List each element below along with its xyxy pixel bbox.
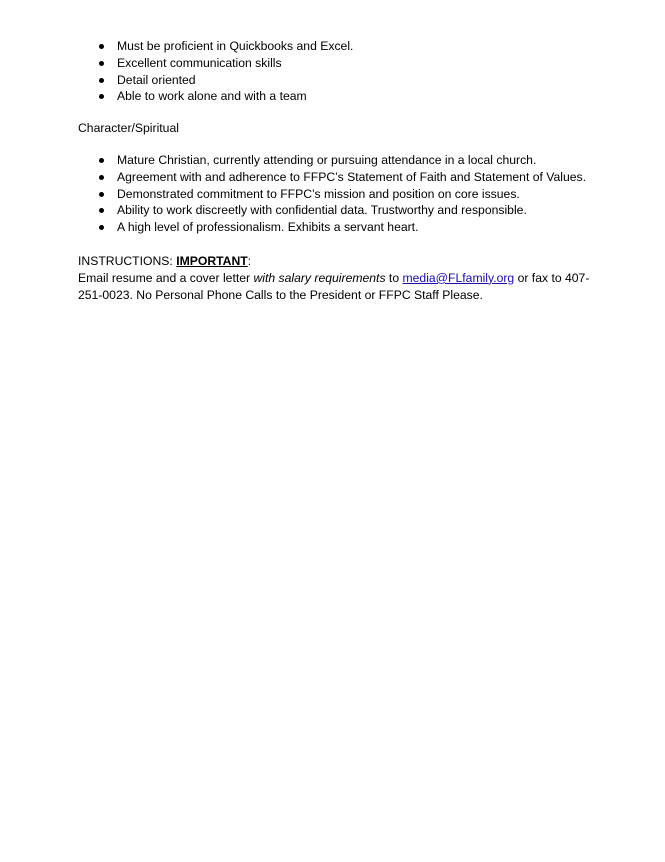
list-item <box>78 88 598 105</box>
list-item-text: Able to work alone and with a team <box>117 89 307 104</box>
list-item-text: A high level of professionalism. Exhibits a servant heart. <box>117 220 419 235</box>
bullet-icon <box>99 158 104 163</box>
instructions-colon: : <box>247 253 252 268</box>
list-item <box>78 202 598 219</box>
list-item <box>78 55 598 72</box>
important-label: IMPORTANT <box>176 253 248 268</box>
bullet-icon <box>99 208 104 213</box>
list-item <box>78 38 598 55</box>
bullet-icon <box>99 225 104 230</box>
character-section-heading: Character/Spiritual <box>78 121 179 136</box>
bullet-icon <box>99 192 104 197</box>
salary-requirements-text: with salary requirements <box>253 270 386 285</box>
bullet-icon <box>99 175 104 180</box>
document-content <box>78 38 598 303</box>
list-item <box>78 219 598 236</box>
list-item-text: Must be proficient in Quickbooks and Excel. <box>117 39 354 53</box>
instructions-text <box>78 270 598 304</box>
list-item-text: Detail oriented <box>117 72 196 87</box>
list-item <box>78 186 598 203</box>
list-item-text: Ability to work discreetly with confidential data. Trustworthy and responsible. <box>117 203 527 218</box>
bullet-icon <box>99 61 104 66</box>
email-link[interactable]: media@FLfamily.org <box>402 270 515 285</box>
list-item <box>78 169 598 186</box>
list-item-text: Agreement with and adherence to FFPC’s Statement of Faith and Statement of Values. <box>117 169 587 184</box>
skills-list <box>78 38 598 105</box>
instructions-label: INSTRUCTIONS: <box>78 253 177 268</box>
instructions-text-start: Email resume and a cover letter <box>78 270 254 285</box>
bullet-icon <box>99 44 104 49</box>
instructions-text-to: to <box>385 270 403 285</box>
bullet-icon <box>99 78 104 83</box>
instructions-text-end: or fax to 407-251-0023. No Personal Phone Calls to the President or FFPC Staff Please. <box>78 270 590 302</box>
instructions-heading <box>78 253 598 270</box>
list-item-text: Mature Christian, currently attending or pursuing attendance in a local church. <box>117 152 537 167</box>
list-item <box>78 152 598 169</box>
list-item <box>78 72 598 89</box>
list-item-text: Demonstrated commitment to FFPC’s mission and position on core issues. <box>117 186 520 201</box>
bullet-icon <box>99 94 104 99</box>
character-list <box>78 152 598 236</box>
list-item-text: Excellent communication skills <box>117 55 282 70</box>
